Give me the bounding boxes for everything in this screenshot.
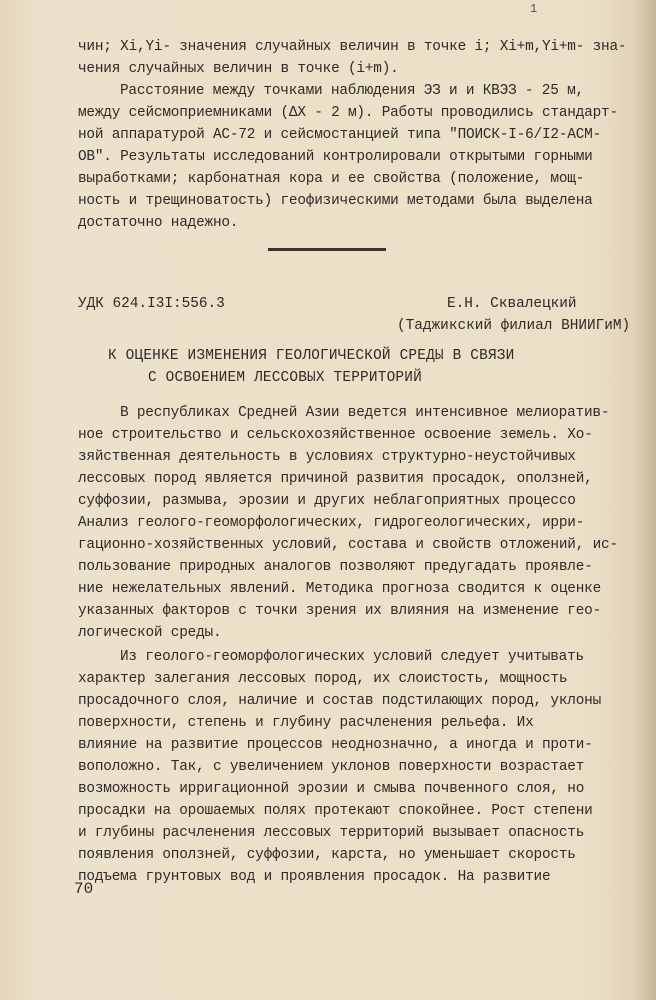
- paragraph-line: ние нежелательных явлений. Методика прогноза сводится к оценке: [78, 581, 602, 597]
- intro-line: достаточно надежно.: [78, 215, 239, 231]
- paragraph-line: просадки на орошаемых полях протекают спокойнее. Рост степени: [78, 803, 593, 819]
- page-number: 70: [74, 880, 94, 898]
- intro-line: между сейсмоприемниками (ΔX - 2 м). Работы проводились стандарт-: [78, 105, 618, 121]
- intro-line: ОВ". Результаты исследований контролировали открытыми горными: [78, 149, 593, 165]
- paragraph-line: воположно. Так, с увеличением уклонов поверхности возрастает: [78, 759, 585, 775]
- author-affiliation: (Таджикский филиал ВНИИГиМ): [397, 318, 631, 334]
- intro-line: Расстояние между точками наблюдения ЭЗ и и КВЭЗ - 25 м,: [120, 83, 584, 99]
- paragraph-line: Из геолого-геоморфологических условий следует учитывать: [120, 649, 584, 665]
- paragraph-line: указанных факторов с точки зрения их влияния на изменение гео-: [78, 603, 602, 619]
- article-title-line: К ОЦЕНКЕ ИЗМЕНЕНИЯ ГЕОЛОГИЧЕСКОЙ СРЕДЫ В СВЯЗИ: [108, 348, 515, 364]
- paragraph-line: просадочного слоя, наличие и состав подстилающих пород, уклоны: [78, 693, 602, 709]
- article-title-line: С ОСВОЕНИЕМ ЛЕССОВЫХ ТЕРРИТОРИЙ: [148, 370, 422, 386]
- intro-line: чения случайных величин в точке (i+m).: [78, 61, 399, 77]
- paragraph-line: и глубины расчленения лессовых территорий вызывает опасность: [78, 825, 585, 841]
- corner-mark: 1: [530, 2, 538, 16]
- paragraph-line: поверхности, степень и глубину расчленения рельефа. Их: [78, 715, 534, 731]
- intro-line: чин; Xi,Yi- значения случайных величин в точке i; Xi+m,Yi+m- зна-: [78, 39, 627, 55]
- paragraph-line: гационно-хозяйственных условий, состава и свойств отложений, ис-: [78, 537, 618, 553]
- paragraph-line: ное строительство и сельскохозяйственное освоение земель. Хо-: [78, 427, 593, 443]
- paragraph-line: Анализ геолого-геоморфологических, гидрогеологических, ирри-: [78, 515, 585, 531]
- udk-code: УДК 624.I3I:556.3: [78, 296, 225, 312]
- section-divider: [268, 248, 386, 251]
- paragraph-line: зяйственная деятельность в условиях структурно-неустойчивых: [78, 449, 576, 465]
- author-name: Е.Н. Сквалецкий: [447, 296, 577, 312]
- paragraph-line: влияние на развитие процессов неоднозначно, а иногда и проти-: [78, 737, 593, 753]
- intro-line: ной аппаратурой АС-72 и сейсмостанцией типа "ПОИСК-I-6/I2-АСМ-: [78, 127, 602, 143]
- paragraph-line: возможность ирригационной эрозии и смыва почвенного слоя, но: [78, 781, 585, 797]
- paragraph-line: В республиках Средней Азии ведется интенсивное мелиоратив-: [120, 405, 610, 421]
- paragraph-line: пользование природных аналогов позволяют предугадать проявле-: [78, 559, 593, 575]
- paragraph-line: суффозии, размыва, эрозии и других неблагоприятных процессо: [78, 493, 576, 509]
- intro-line: ность и трещиноватость) геофизическими методами была выделена: [78, 193, 593, 209]
- paragraph-line: появления оползней, суффозии, карста, но уменьшает скорость: [78, 847, 576, 863]
- paragraph-line: характер залегания лессовых пород, их слоистость, мощность: [78, 671, 568, 687]
- paragraph-line: лессовых пород является причиной развития просадок, оползней,: [78, 471, 593, 487]
- paragraph-line: логической среды.: [78, 625, 222, 641]
- intro-line: выработками; карбонатная кора и ее свойства (положение, мощ-: [78, 171, 585, 187]
- paragraph-line: подъема грунтовых вод и проявления просадок. На развитие: [78, 869, 551, 885]
- page-edge-shadow: [634, 0, 656, 1000]
